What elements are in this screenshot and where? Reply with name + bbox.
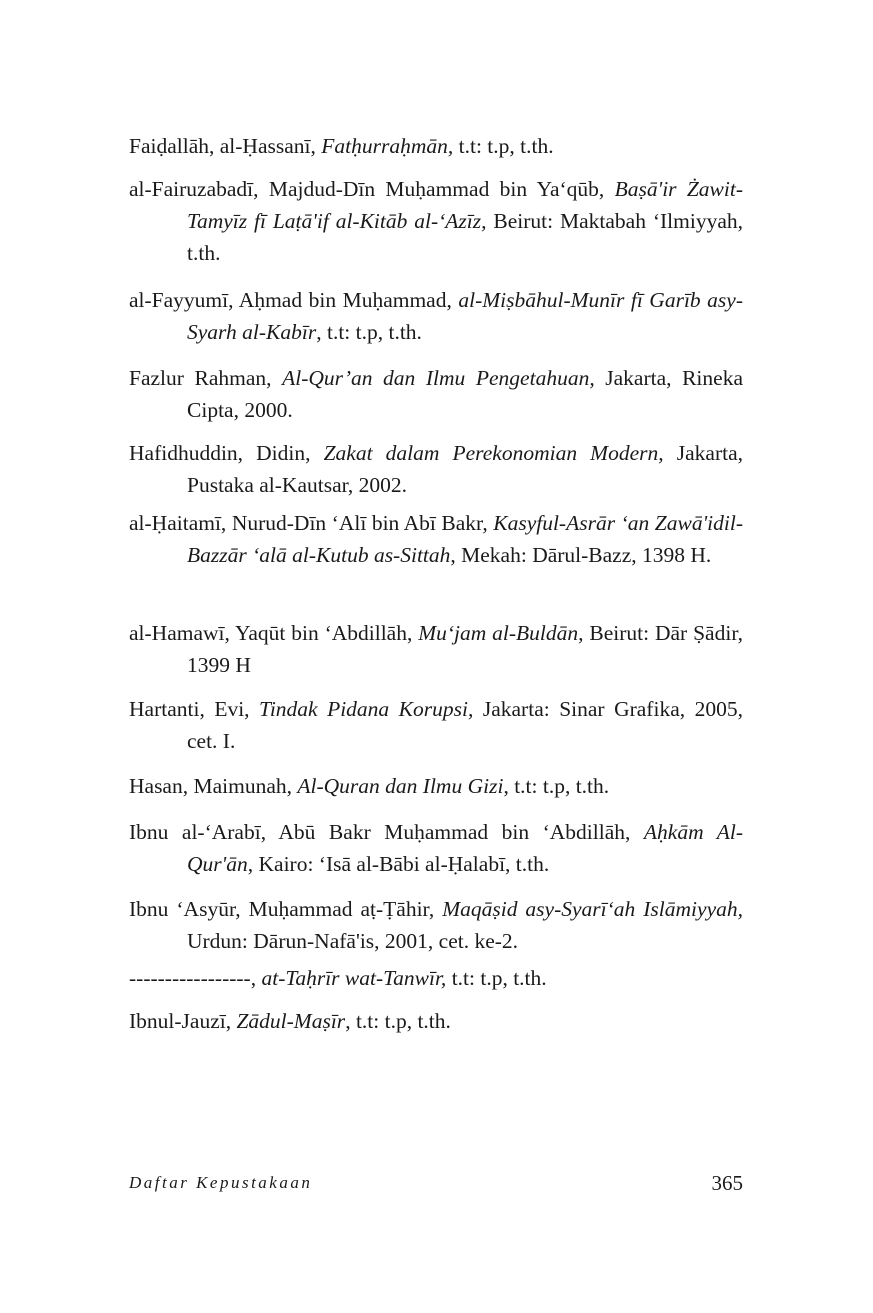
entry-title-text: Maqāṣid asy-Syarī‘ah Islāmiyyah, (442, 897, 743, 921)
entry-text: al-Fairuzabadī, Majdud-Dīn Muḥammad bin Ya‘qūb, (129, 177, 615, 201)
entry-text: Hartanti, Evi, (129, 697, 260, 721)
bibliography-entry (129, 617, 743, 681)
bibliography-entry (129, 770, 743, 802)
entry-text: , t.t: t.p, t.th. (503, 774, 610, 798)
entry-text: Jakarta, Rineka Cipta, 2000. (187, 366, 743, 422)
entry-title-text: Mu‘jam al-Buldān, (418, 621, 584, 645)
entry-text: , t.t: t.p, t.th. (345, 1009, 451, 1033)
bibliography-entry (129, 962, 743, 994)
entry-title-text: Baṣā'ir Żawit-Tamyīz fī Laṭā'if al-Kitāb al-‘Azīz, (187, 177, 744, 233)
entry-title-text: Al-Qur’an dan Ilmu Pengetahuan, (282, 366, 595, 390)
entry-text: Jakarta: Sinar Grafika, 2005, cet. I. (187, 697, 743, 753)
entry-title-text: Al-Quran dan Ilmu Gizi (297, 774, 504, 798)
bibliography-entry (129, 284, 743, 348)
entry-text: al-Ḥaitamī, Nurud-Dīn ‘Alī bin Abī Bakr, (129, 511, 494, 535)
bibliography-entry (129, 507, 743, 571)
entry-title-text: al-Miṣbāhul-Munīr fī Garīb asy-Syarh al-Kabīr (187, 288, 743, 344)
bibliography-entry (129, 362, 743, 426)
entry-text: , Kairo: ‘Isā al-Bābi al-Ḥalabī, t.th. (247, 852, 550, 876)
entry-text: Ibnu al-‘Arabī, Abū Bakr Muḥammad bin ‘Abdillāh, (129, 820, 644, 844)
bibliography-entry (129, 816, 743, 880)
entry-text: -----------------, (129, 966, 262, 990)
entry-text: t.t: t.p, t.th. (453, 134, 554, 158)
entry-text: al-Fayyumī, Aḥmad bin Muḥammad, (129, 288, 459, 312)
entry-text: Ibnu ‘Asyūr, Muḥammad aṭ-Ṭāhir, (129, 897, 443, 921)
bibliography-entry (129, 693, 743, 757)
entry-title-text: Fatḥurraḥmān, (321, 134, 454, 158)
entry-text: Hasan, Maimunah, (129, 774, 298, 798)
entry-title-text: Aḥkām Al-Qur'ān (187, 820, 743, 876)
bibliography-entry (129, 173, 743, 269)
entry-title-text: at-Taḥrīr wat-Tanwīr, (261, 966, 447, 990)
entry-title-text: Zādul-Maṣīr (236, 1009, 346, 1033)
bibliography-entry (129, 893, 743, 957)
entry-text: Ibnul-Jauzī, (129, 1009, 237, 1033)
bibliography-entry (129, 1005, 743, 1037)
entry-title-text: Zakat dalam Perekonomian Modern, (323, 441, 664, 465)
entry-text: Jakarta, Pustaka al-Kautsar, 2002. (187, 441, 743, 497)
running-footer-title: Daftar Kepustakaan (129, 1173, 313, 1192)
page-number: 365 (711, 1171, 743, 1195)
entry-text: , t.t: t.p, t.th. (316, 320, 422, 344)
entry-text: Beirut: Dār Ṣādir, 1399 H (187, 621, 743, 677)
bibliography-entry (129, 437, 743, 501)
entry-text: al-Hamawī, Yaqūt bin ‘Abdillāh, (129, 621, 419, 645)
bibliography-entry (129, 130, 743, 162)
entry-text: Hafidhuddin, Didin, (129, 441, 324, 465)
entry-text: Fazlur Rahman, (129, 366, 283, 390)
entry-text: Beirut: Maktabah ‘Ilmiyyah, t.th. (187, 209, 743, 265)
entry-title-text: Kasyful-Asrār ‘an Zawā'idil-Bazzār ‘alā al-Kutub as-Sittah (187, 511, 743, 567)
entry-text: Urdun: Dārun-Nafā'is, 2001, cet. ke-2. (187, 929, 519, 953)
entry-text: Faiḍallāh, al-Ḥassanī, (129, 134, 322, 158)
entry-text: , Mekah: Dārul-Bazz, 1398 H. (450, 543, 712, 567)
entry-text: t.t: t.p, t.th. (446, 966, 547, 990)
entry-title-text: Tindak Pidana Korupsi, (259, 697, 474, 721)
